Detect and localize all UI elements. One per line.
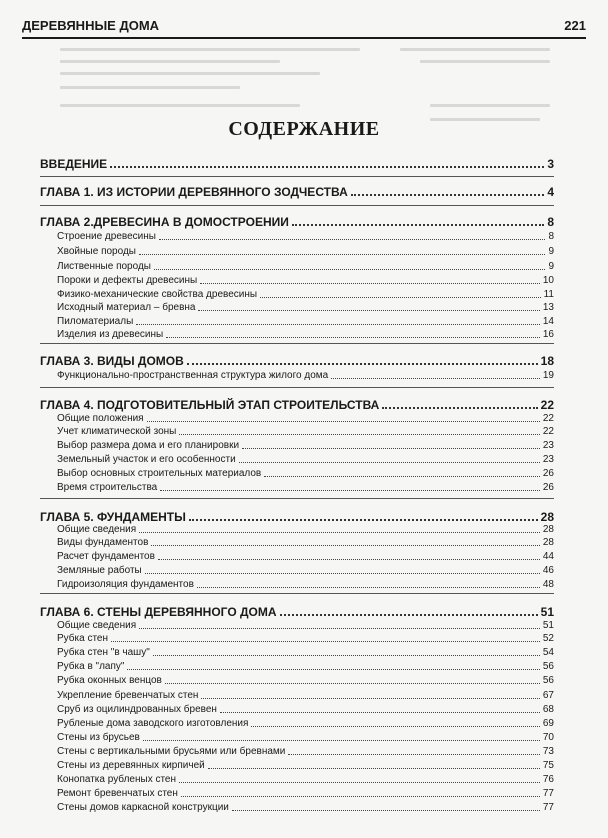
toc-section (57, 673, 554, 686)
running-header (22, 18, 586, 36)
toc-page-number: 4 (547, 185, 554, 199)
toc-section (57, 300, 554, 313)
toc-entry-title: Рубка стен "в чашу" (57, 647, 150, 658)
toc-section (57, 411, 554, 424)
toc-page-number: 52 (542, 633, 554, 644)
running-header-title: ДЕРЕВЯННЫЕ ДОМА (22, 18, 160, 33)
toc-section (57, 522, 554, 535)
toc-entry-title: Земельный участок и его особенности (57, 454, 236, 465)
dot-leader (251, 726, 539, 727)
dot-leader (198, 310, 539, 311)
dot-leader (208, 768, 540, 769)
toc-section (57, 466, 554, 479)
chapter-separator-rule (40, 593, 554, 594)
toc-page-number: 73 (542, 746, 554, 757)
toc-section (57, 229, 554, 242)
chapter-separator-rule (40, 343, 554, 344)
toc-entry-title: Ремонт бревенчатых стен (57, 788, 178, 799)
dot-leader (264, 476, 540, 477)
toc-section (57, 244, 554, 257)
dot-leader (197, 587, 540, 588)
toc-section (57, 549, 554, 562)
dot-leader (110, 166, 544, 168)
toc-entry-title: Виды фундаментов (57, 537, 149, 548)
toc-entry-title: Изделия из древесины (57, 329, 164, 340)
toc-entry-title: Физико-механические свойства древесины (57, 289, 258, 300)
toc-page-number: 26 (542, 482, 554, 493)
toc-section (57, 438, 554, 451)
toc-page-number: 51 (542, 620, 554, 631)
toc-entry-title: Укрепление бревенчатых стен (57, 690, 199, 701)
toc-section (57, 645, 554, 658)
toc-page-number: 19 (542, 370, 554, 381)
toc-page-number: 14 (542, 316, 554, 327)
toc-entry-title: Выбор основных строительных материалов (57, 468, 262, 479)
toc-page-number: 13 (542, 302, 554, 313)
dot-leader (179, 434, 540, 435)
toc-page-number: 54 (542, 647, 554, 658)
dot-leader (232, 810, 540, 811)
toc-entry-title: Пороки и дефекты древесины (57, 275, 198, 286)
toc-page-number: 8 (547, 215, 554, 229)
dot-leader (292, 224, 544, 226)
dot-leader (280, 614, 538, 616)
dot-leader (154, 269, 545, 270)
toc-page-number: 23 (542, 440, 554, 451)
toc-section (57, 577, 554, 590)
toc-page-number: 70 (542, 732, 554, 743)
dot-leader (158, 559, 540, 560)
toc-page-number: 77 (542, 802, 554, 813)
toc-section (57, 659, 554, 672)
toc-page-number: 68 (542, 704, 554, 715)
toc-section (57, 314, 554, 327)
chapter-separator-rule (40, 176, 554, 177)
dot-leader (136, 324, 540, 325)
dot-leader (189, 519, 538, 521)
toc-entry-title: Рубка стен (57, 633, 108, 644)
dot-leader (139, 532, 540, 533)
toc-page-number: 22 (542, 426, 554, 437)
chapter-separator-rule (40, 387, 554, 388)
toc-chapter (40, 603, 554, 619)
toc-entry-title: Строение древесины (57, 231, 156, 242)
dot-leader (331, 378, 540, 379)
toc-entry-title: ГЛАВА 1. ИЗ ИСТОРИИ ДЕРЕВЯННОГО ЗОДЧЕСТВА (40, 185, 348, 199)
toc-page-number: 28 (540, 510, 554, 524)
toc-section (57, 800, 554, 813)
toc-page-number: 18 (540, 354, 554, 368)
toc-section (57, 618, 554, 631)
dot-leader (200, 283, 540, 284)
dot-leader (145, 573, 540, 574)
toc-page-number: 26 (542, 468, 554, 479)
toc-page-number: 28 (542, 524, 554, 535)
page-number: 221 (564, 18, 586, 33)
toc-entry-title: Рубка в "лапу" (57, 661, 125, 672)
toc-section (57, 368, 554, 381)
toc-page-number: 11 (543, 289, 554, 300)
toc-section (57, 273, 554, 286)
dot-leader (239, 462, 540, 463)
dot-leader (220, 712, 540, 713)
toc-page-number: 3 (547, 157, 554, 171)
toc-section (57, 772, 554, 785)
toc-entry-title: Лиственные породы (57, 261, 151, 272)
toc-page-number: 10 (542, 275, 554, 286)
dot-leader (166, 337, 540, 338)
dot-leader (139, 628, 540, 629)
toc-chapter (40, 213, 554, 229)
toc-chapter (40, 155, 554, 171)
dot-leader (147, 421, 540, 422)
chapter-separator-rule (40, 498, 554, 499)
toc-section (57, 716, 554, 729)
toc-chapter (40, 352, 554, 368)
toc-chapter (40, 396, 554, 412)
page-title: СОДЕРЖАНИЕ (228, 118, 380, 140)
dot-leader (127, 669, 539, 670)
toc-entry-title: ГЛАВА 5. ФУНДАМЕНТЫ (40, 510, 186, 524)
toc-entry-title: Пиломатериалы (57, 316, 134, 327)
toc-section (57, 259, 554, 272)
header-rule (22, 37, 586, 39)
toc-page-number: 51 (540, 605, 554, 619)
toc-entry-title: Стены из брусьев (57, 732, 140, 743)
dot-leader (151, 545, 539, 546)
toc-page-number: 9 (548, 261, 554, 272)
toc-page-number: 46 (542, 565, 554, 576)
toc-section (57, 730, 554, 743)
toc-section (57, 327, 554, 340)
dot-leader (288, 754, 540, 755)
toc-entry-title: Стены с вертикальными брусьями или бревнами (57, 746, 286, 757)
toc-section (57, 424, 554, 437)
toc-page-number: 48 (542, 579, 554, 590)
toc-entry-title: ГЛАВА 2.ДРЕВЕСИНА В ДОМОСТРОЕНИИ (40, 215, 289, 229)
toc-entry-title: ГЛАВА 4. ПОДГОТОВИТЕЛЬНЫЙ ЭТАП СТРОИТЕЛЬСТВА (40, 398, 380, 412)
dot-leader (143, 740, 540, 741)
toc-page-number: 44 (542, 551, 554, 562)
chapter-separator-rule (40, 205, 554, 206)
dot-leader (111, 641, 540, 642)
toc-page-number: 69 (542, 718, 554, 729)
toc-entry-title: Выбор размера дома и его планировки (57, 440, 240, 451)
toc-entry-title: Функционально-пространственная структура жилого дома (57, 370, 329, 381)
toc-section (57, 535, 554, 548)
toc-entry-title: Стены из деревянных кирпичей (57, 760, 205, 771)
toc-section (57, 480, 554, 493)
dot-leader (187, 363, 538, 365)
toc-entry-title: Общие положения (57, 413, 144, 424)
toc-page-number: 8 (548, 231, 554, 242)
toc-entry-title: Гидроизоляция фундаментов (57, 579, 194, 590)
toc-entry-title: Расчет фундаментов (57, 551, 155, 562)
toc-section (57, 563, 554, 576)
toc-chapter (40, 183, 554, 199)
toc-page-number: 22 (542, 413, 554, 424)
toc-entry-title: Рубка оконных венцов (57, 675, 162, 686)
dot-leader (201, 698, 539, 699)
toc-entry-title: Земляные работы (57, 565, 142, 576)
toc-entry-title: Стены домов каркасной конструкции (57, 802, 229, 813)
toc-page-number: 22 (540, 398, 554, 412)
dot-leader (179, 782, 540, 783)
toc-page-number: 67 (542, 690, 554, 701)
toc-entry-title: Хвойные породы (57, 246, 136, 257)
toc-page-number: 9 (548, 246, 554, 257)
toc-entry-title: Сруб из оцилиндрованных бревен (57, 704, 217, 715)
toc-section (57, 688, 554, 701)
toc-section (57, 452, 554, 465)
toc-page-number: 23 (542, 454, 554, 465)
toc-section (57, 786, 554, 799)
toc-page-number: 28 (542, 537, 554, 548)
toc-entry-title: Время строительства (57, 482, 158, 493)
toc-section (57, 631, 554, 644)
dot-leader (165, 683, 540, 684)
toc-section (57, 702, 554, 715)
toc-entry-title: Общие сведения (57, 620, 137, 631)
toc-page-number: 76 (542, 774, 554, 785)
toc-section (57, 744, 554, 757)
dot-leader (351, 194, 545, 196)
toc-entry-title: ГЛАВА 6. СТЕНЫ ДЕРЕВЯННОГО ДОМА (40, 605, 277, 619)
toc-entry-title: Конопатка рубленых стен (57, 774, 177, 785)
toc-page-number: 56 (542, 675, 554, 686)
toc-entry-title: Рубленые дома заводского изготовления (57, 718, 249, 729)
dot-leader (139, 254, 545, 255)
dot-leader (160, 490, 540, 491)
toc-page-number: 16 (542, 329, 554, 340)
toc-section (57, 758, 554, 771)
toc-page-number: 56 (542, 661, 554, 672)
dot-leader (181, 796, 540, 797)
toc-page-number: 77 (542, 788, 554, 799)
dot-leader (382, 407, 537, 409)
dot-leader (159, 239, 545, 240)
toc-page-number: 75 (542, 760, 554, 771)
toc-entry-title: ВВЕДЕНИЕ (40, 157, 108, 171)
dot-leader (153, 655, 540, 656)
dot-leader (242, 448, 540, 449)
toc-section (57, 287, 554, 300)
toc-entry-title: Общие сведения (57, 524, 137, 535)
toc-entry-title: Исходный материал – бревна (57, 302, 196, 313)
toc-entry-title: Учет климатической зоны (57, 426, 177, 437)
dot-leader (260, 297, 541, 298)
toc-entry-title: ГЛАВА 3. ВИДЫ ДОМОВ (40, 354, 184, 368)
